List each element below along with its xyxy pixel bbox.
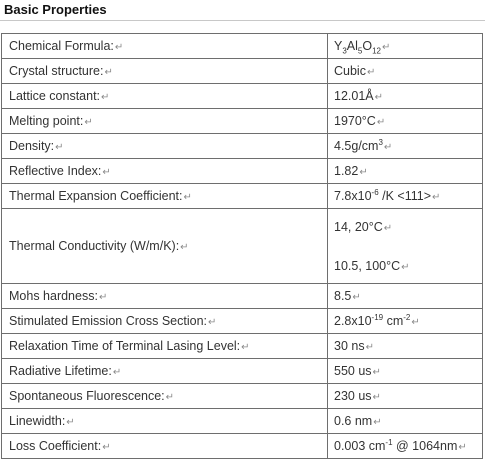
paragraph-mark-icon: ↵ — [241, 342, 250, 353]
paragraph-mark-icon: ↵ — [84, 117, 93, 128]
property-label: Linewidth: — [9, 414, 66, 428]
value-text: -1 — [385, 437, 393, 447]
paragraph-mark-icon: ↵ — [401, 261, 410, 273]
property-value — [328, 134, 483, 159]
paragraph-mark-icon: ↵ — [183, 192, 192, 203]
paragraph-mark-icon: ↵ — [104, 67, 113, 78]
value-text: -19 — [371, 312, 384, 322]
paragraph-mark-icon: ↵ — [66, 417, 75, 428]
paragraph-mark-icon: ↵ — [102, 167, 111, 178]
value-line — [334, 259, 482, 273]
value-text: 12.01Å — [334, 89, 374, 103]
table-row — [2, 159, 483, 184]
page-title: Basic Properties — [4, 2, 107, 17]
paragraph-mark-icon: ↵ — [373, 417, 382, 428]
property-value — [328, 159, 483, 184]
value-text: 2.8x10 — [334, 314, 372, 328]
value-text: 30 ns — [334, 339, 365, 353]
property-value — [328, 284, 483, 309]
property-name — [2, 284, 328, 309]
paragraph-mark-icon: ↵ — [180, 242, 189, 253]
value-text: Cubic — [334, 64, 366, 78]
value-text: 5 — [357, 46, 363, 56]
paragraph-mark-icon: ↵ — [165, 392, 175, 403]
property-value — [328, 184, 483, 209]
property-name — [2, 59, 328, 84]
paragraph-mark-icon: ↵ — [382, 42, 391, 53]
property-name — [2, 384, 328, 409]
value-text: 3 — [378, 137, 383, 147]
value-text: 3 — [342, 46, 347, 56]
property-value — [328, 109, 483, 134]
property-label: Relaxation Time of Terminal Lasing Level: — [9, 339, 241, 353]
table-row — [2, 34, 483, 59]
property-label: Mohs hardness: — [9, 289, 98, 303]
property-name — [2, 84, 328, 109]
value-text: 550 us — [334, 364, 372, 378]
value-text: 0.003 cm — [334, 439, 386, 453]
property-name — [2, 109, 328, 134]
paragraph-mark-icon: ↵ — [55, 142, 64, 153]
property-name — [2, 34, 328, 59]
property-name — [2, 309, 328, 334]
property-name — [2, 134, 328, 159]
paragraph-mark-icon: ↵ — [372, 392, 381, 403]
paragraph-mark-icon: ↵ — [365, 342, 374, 353]
table-row — [2, 309, 483, 334]
property-label: Chemical Formula: — [9, 39, 114, 53]
properties-table-body — [2, 34, 483, 459]
properties-table — [1, 33, 483, 459]
table-row — [2, 334, 483, 359]
property-label: Radiative Lifetime: — [9, 364, 112, 378]
property-name — [2, 159, 328, 184]
property-label: Crystal structure: — [9, 64, 104, 78]
table-row — [2, 409, 483, 434]
table-row — [2, 84, 483, 109]
property-label: Lattice constant: — [9, 89, 101, 103]
value-text: @ 1064nm — [392, 439, 458, 453]
value-text: 14, 20°C — [334, 219, 383, 234]
paragraph-mark-icon: ↵ — [432, 192, 441, 203]
paragraph-mark-icon: ↵ — [101, 92, 110, 103]
property-label: Stimulated Emission Cross Section: — [9, 314, 207, 328]
table-row — [2, 384, 483, 409]
value-text: -2 — [403, 312, 411, 322]
table-row — [2, 184, 483, 209]
property-label: Reflective Index: — [9, 164, 102, 178]
paragraph-mark-icon: ↵ — [366, 67, 376, 78]
value-text: 10.5, 100°C — [334, 258, 401, 273]
value-text: Y — [334, 39, 343, 53]
paragraph-mark-icon: ↵ — [458, 442, 467, 453]
paragraph-mark-icon: ↵ — [383, 142, 393, 153]
property-label: Melting point: — [9, 114, 84, 128]
paragraph-mark-icon: ↵ — [102, 442, 111, 453]
table-row — [2, 59, 483, 84]
property-name — [2, 184, 328, 209]
value-text: -6 — [371, 187, 379, 197]
table-row — [2, 359, 483, 384]
property-label: Loss Coefficient: — [9, 439, 102, 453]
value-text: O — [362, 39, 373, 53]
property-name — [2, 409, 328, 434]
property-label: Spontaneous Fluorescence: — [9, 389, 165, 403]
property-value — [328, 209, 483, 284]
paragraph-mark-icon: ↵ — [374, 92, 384, 103]
property-label: Density: — [9, 139, 55, 153]
property-value — [328, 84, 483, 109]
paragraph-mark-icon: ↵ — [383, 222, 393, 234]
property-name — [2, 209, 328, 284]
value-line — [334, 220, 482, 234]
property-value — [328, 334, 483, 359]
property-value — [328, 309, 483, 334]
paragraph-mark-icon: ↵ — [411, 317, 420, 328]
property-label: Thermal Conductivity (W/m/K): — [9, 239, 180, 253]
value-text: Al — [346, 39, 358, 53]
paragraph-mark-icon: ↵ — [98, 292, 108, 303]
property-label: Thermal Expansion Coefficient: — [9, 189, 183, 203]
value-text: 230 us — [334, 389, 372, 403]
table-row — [2, 284, 483, 309]
property-name — [2, 434, 328, 459]
property-name — [2, 359, 328, 384]
property-value — [328, 434, 483, 459]
property-value — [328, 59, 483, 84]
paragraph-mark-icon: ↵ — [114, 42, 124, 53]
value-text: 4.5g/cm — [334, 139, 379, 153]
property-value — [328, 359, 483, 384]
paragraph-mark-icon: ↵ — [372, 367, 381, 378]
value-text: 0.6 nm — [334, 414, 373, 428]
value-text: cm — [383, 314, 404, 328]
property-value — [328, 34, 483, 59]
table-row — [2, 109, 483, 134]
paragraph-mark-icon: ↵ — [352, 292, 361, 303]
table-row — [2, 209, 483, 284]
paragraph-mark-icon: ↵ — [376, 117, 386, 128]
property-value — [328, 384, 483, 409]
property-value — [328, 409, 483, 434]
property-name — [2, 334, 328, 359]
paragraph-mark-icon: ↵ — [359, 167, 368, 178]
value-text: /K <111> — [378, 189, 432, 203]
table-row — [2, 134, 483, 159]
value-text: 12 — [372, 46, 382, 56]
paragraph-mark-icon: ↵ — [112, 367, 122, 378]
value-text: 1970°C — [334, 114, 376, 128]
value-text: 8.5 — [334, 289, 352, 303]
value-text: 7.8x10 — [334, 189, 372, 203]
paragraph-mark-icon: ↵ — [208, 317, 217, 328]
title-divider — [0, 20, 485, 21]
table-row — [2, 434, 483, 459]
value-text: 1.82 — [334, 164, 359, 178]
